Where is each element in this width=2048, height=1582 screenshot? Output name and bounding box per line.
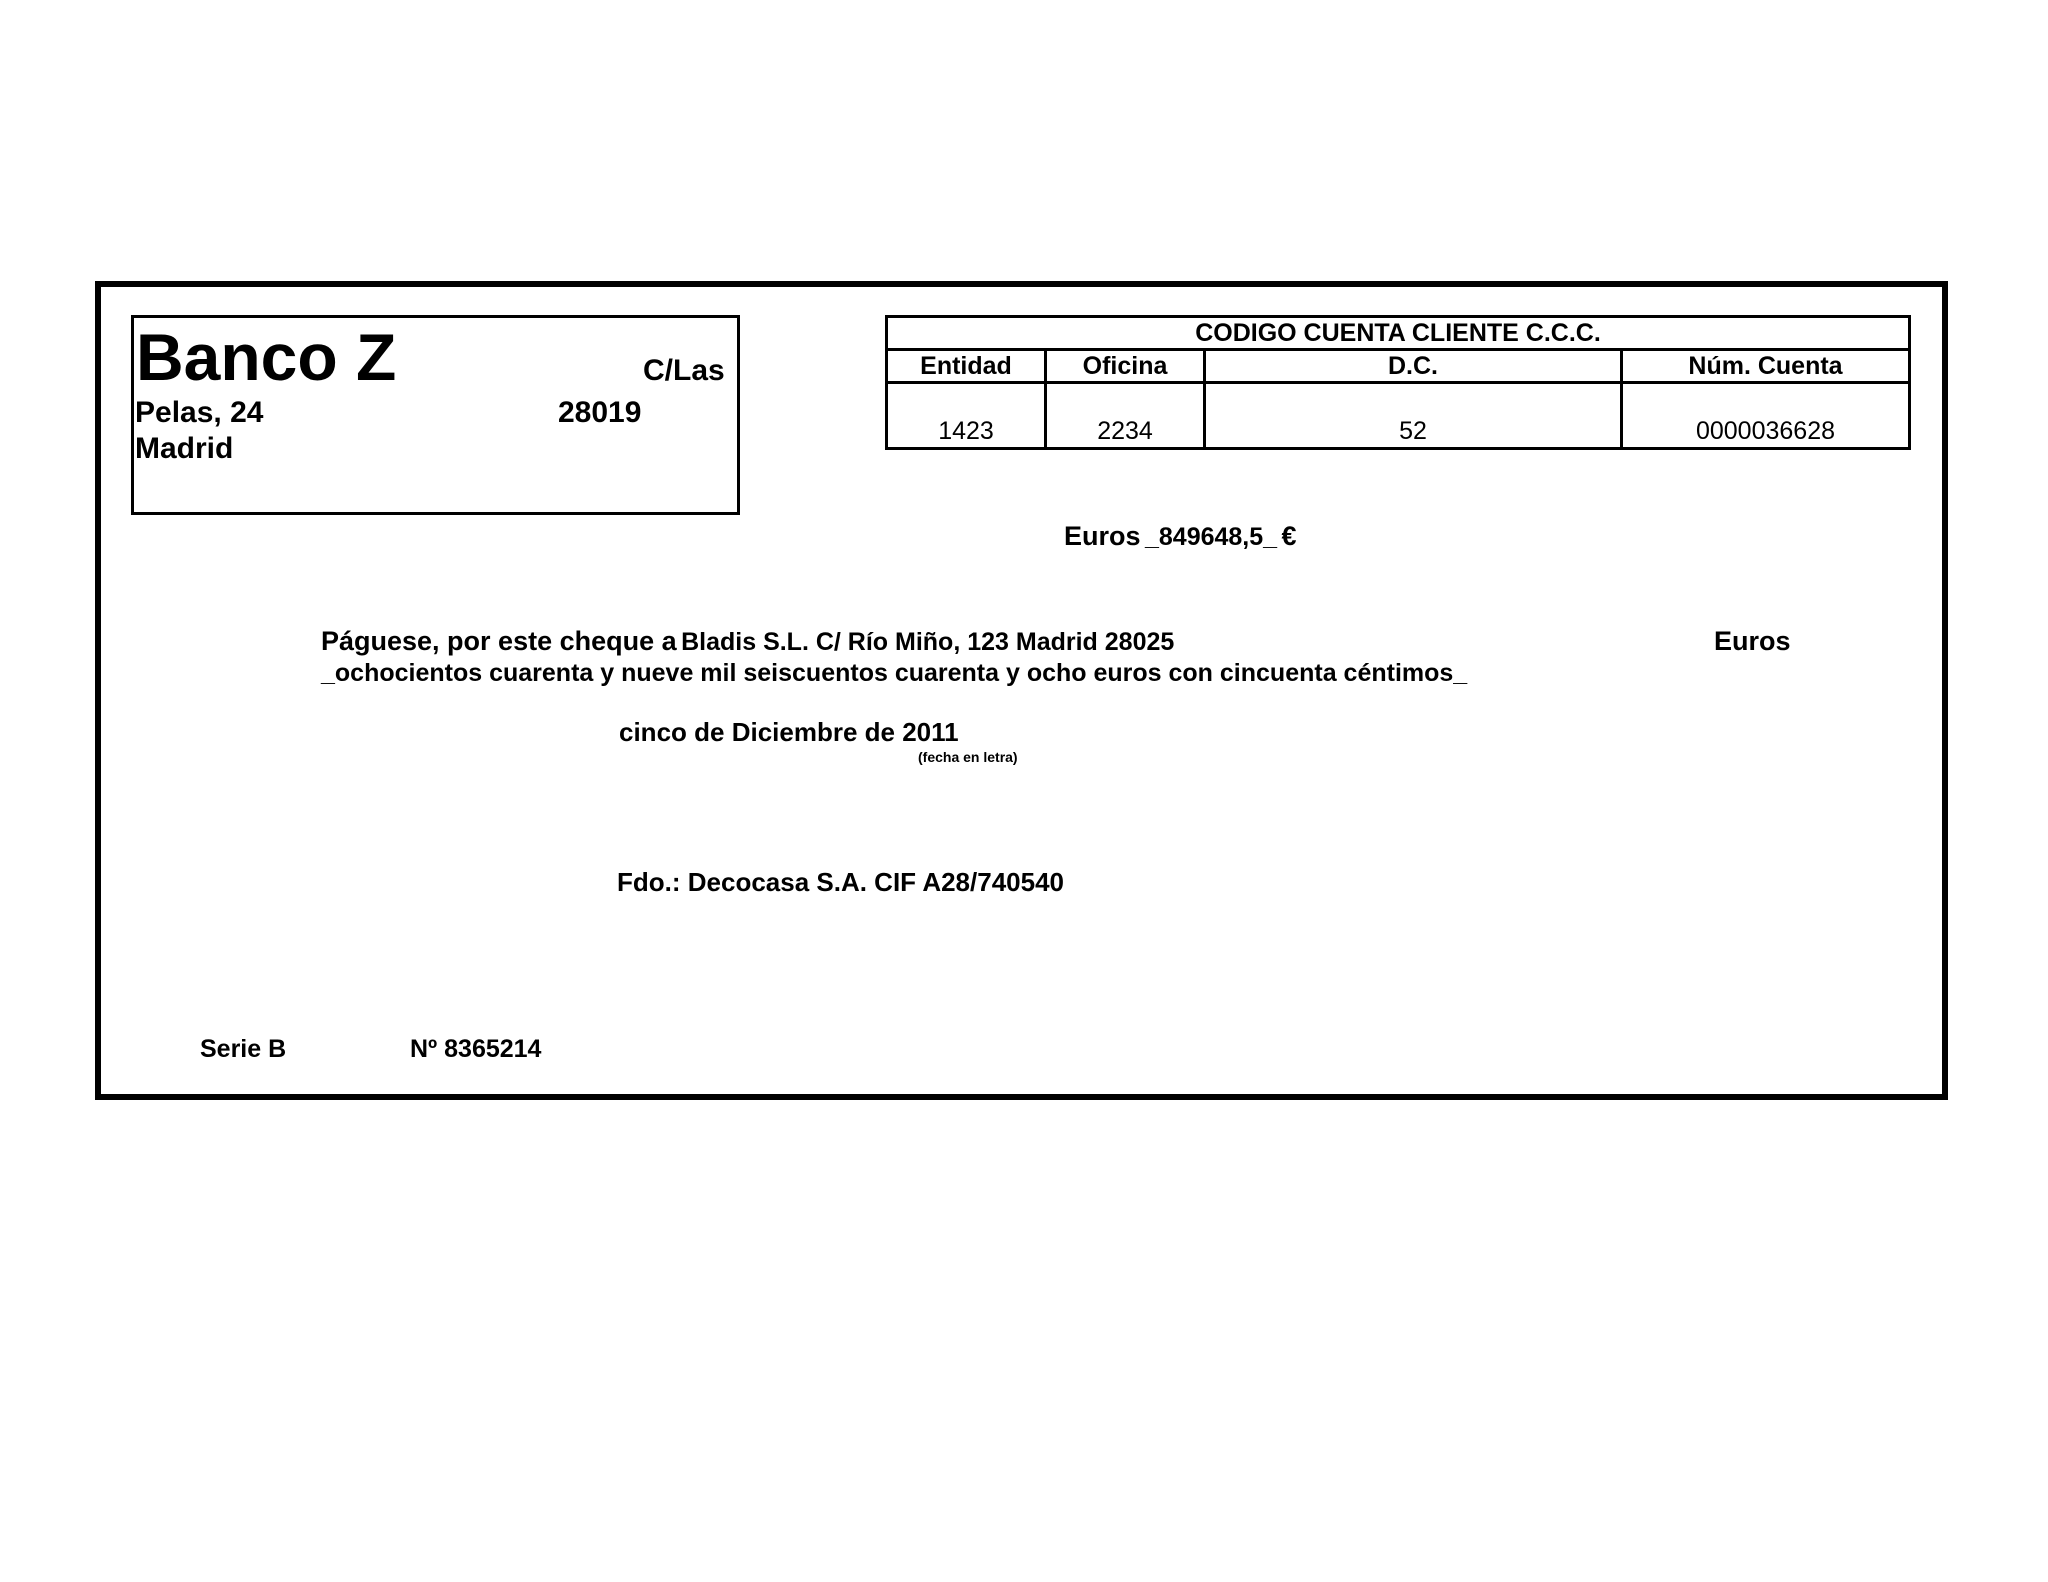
ccc-value-oficina: 2234: [1046, 383, 1205, 449]
ccc-value-num-cuenta: 0000036628: [1622, 383, 1910, 449]
amount-label: Euros: [1064, 521, 1141, 551]
ccc-value-dc: 52: [1205, 383, 1622, 449]
pay-prefix: Páguese, por este cheque a: [321, 626, 677, 656]
payee-name-address: Bladis S.L. C/ Río Miño, 123 Madrid 28025: [681, 628, 1175, 656]
payee-line: [321, 626, 1174, 657]
ccc-title: CODIGO CUENTA CLIENTE C.C.C.: [887, 317, 1910, 350]
signature-line: Fdo.: Decocasa S.A. CIF A28/740540: [617, 867, 1065, 897]
ccc-header-row: [887, 350, 1910, 383]
amount-in-words: _ochocientos cuarenta y nueve mil seiscuentos cuarenta y ocho euros con cincuenta céntimos_: [321, 659, 1468, 687]
payee-euros-label: Euros: [1714, 626, 1791, 656]
bank-address-street-2: Pelas, 24: [135, 396, 264, 429]
ccc-table: [885, 315, 1911, 450]
bank-city: Madrid: [135, 432, 234, 465]
cheque-number: Nº 8365214: [410, 1035, 542, 1063]
amount-line: [1064, 521, 1297, 552]
ccc-header-entidad: Entidad: [887, 350, 1046, 383]
amount-value: _849648,5_: [1144, 523, 1278, 551]
ccc-title-row: [887, 317, 1910, 350]
ccc-value-row: [887, 383, 1910, 449]
bank-postal-code: 28019: [558, 396, 642, 429]
serie-label: Serie B: [200, 1035, 287, 1063]
date-caption: (fecha en letra): [918, 749, 1018, 765]
amount-currency-symbol: €: [1281, 521, 1297, 551]
bank-name: Banco Z: [136, 320, 397, 394]
ccc-header-dc: D.C.: [1205, 350, 1622, 383]
ccc-header-oficina: Oficina: [1046, 350, 1205, 383]
ccc-header-num-cuenta: Núm. Cuenta: [1622, 350, 1910, 383]
date-text: cinco de Diciembre de 2011: [619, 717, 959, 747]
bank-address-street-1: C/Las: [643, 354, 725, 387]
ccc-value-entidad: 1423: [887, 383, 1046, 449]
